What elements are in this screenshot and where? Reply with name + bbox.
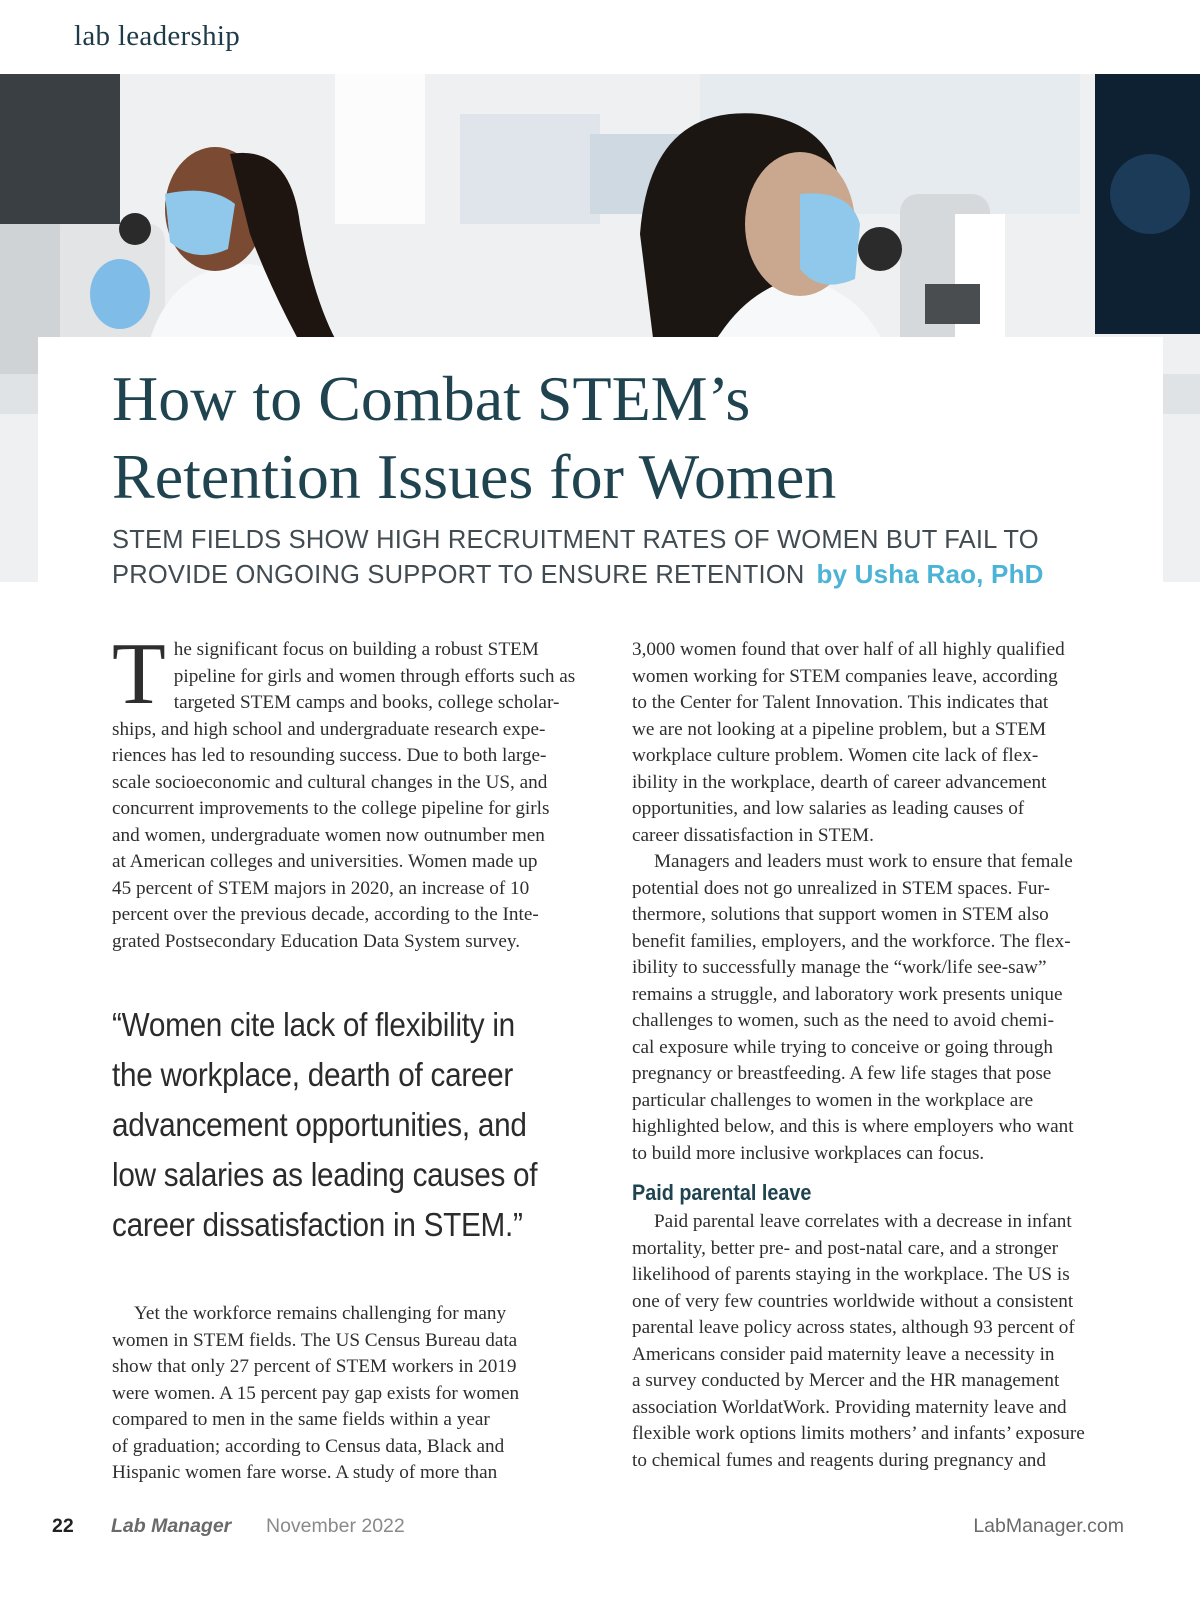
page-footer xyxy=(0,1511,1200,1543)
text-line: riences has led to resounding success. Due to both large- xyxy=(112,745,547,766)
quote-line: the workplace, dearth of career xyxy=(112,1056,514,1093)
text-line: Hispanic women fare worse. A study of more than xyxy=(112,1462,498,1483)
quote-line: career dissatisfaction in STEM.” xyxy=(112,1206,523,1243)
text-line: pregnancy or breastfeeding. A few life stages that pose xyxy=(632,1063,1052,1084)
byline: by Usha Rao, PhD xyxy=(816,559,1044,589)
text-line: likelihood of parents staying in the workplace. The US is xyxy=(632,1264,1070,1285)
section-label: lab leadership xyxy=(74,20,241,52)
text-line: highlighted below, and this is where employers who want xyxy=(632,1116,1074,1137)
text-line: mortality, better pre- and post-natal care, and a stronger xyxy=(632,1237,1059,1259)
text-line: Yet the workforce remains challenging for many xyxy=(134,1303,507,1324)
text-line: to the Center for Talent Innovation. This indicates that xyxy=(632,692,1049,713)
body-paragraph xyxy=(632,1209,1132,1474)
text-line: 3,000 women found that over half of all highly qualified xyxy=(632,639,1065,660)
text-line: compared to men in the same fields within a year xyxy=(112,1409,490,1430)
subhead: Paid parental leave xyxy=(632,1180,812,1205)
text-line: Americans consider paid maternity leave a necessity in xyxy=(632,1343,1055,1365)
text-line: ibility in the workplace, dearth of career advancement xyxy=(632,771,1047,793)
text-line: we are not looking at a pipeline problem, but a STEM xyxy=(632,718,1047,740)
text-line: Managers and leaders must work to ensure that female xyxy=(654,851,1073,872)
body-paragraph xyxy=(632,637,1132,849)
pull-quote xyxy=(112,1000,562,1250)
text-line: a survey conducted by Mercer and the HR management xyxy=(632,1370,1060,1391)
text-line: women working for STEM companies leave, according xyxy=(632,665,1058,687)
text-line: potential does not go unrealized in STEM spaces. Fur- xyxy=(632,877,1050,899)
title-line: Retention Issues for Women xyxy=(112,441,837,512)
quote-line: advancement opportunities, and xyxy=(112,1106,527,1143)
title-line: How to Combat STEM’s xyxy=(112,363,751,434)
quote-line: low salaries as leading causes of xyxy=(112,1156,538,1193)
deck-line-with-byline xyxy=(112,557,1162,592)
text-line: of graduation; according to Census data, Black and xyxy=(112,1435,505,1457)
website-link[interactable]: LabManager.com xyxy=(973,1515,1124,1537)
text-line: Paid parental leave correlates with a decrease in infant xyxy=(654,1211,1072,1232)
drop-cap: T xyxy=(112,626,166,723)
text-line: and women, undergraduate women now outnumber men xyxy=(112,824,545,846)
deck-line: STEM FIELDS SHOW HIGH RECRUITMENT RATES OF WOMEN BUT FAIL TO xyxy=(112,526,1039,554)
text-line: targeted STEM camps and books, college scholar- xyxy=(173,692,560,713)
text-line: ibility to successfully manage the “work/life see-saw” xyxy=(632,957,1047,978)
text-line: pipeline for girls and women through efforts such as xyxy=(173,665,576,687)
article-title xyxy=(112,360,1112,516)
magazine-name: Lab Manager xyxy=(111,1515,232,1537)
text-line: concurrent improvements to the college pipeline for girls xyxy=(112,798,550,819)
text-line: to chemical fumes and reagents during pregnancy and xyxy=(632,1449,1046,1471)
deck-line: PROVIDE ONGOING SUPPORT TO ENSURE RETENTION xyxy=(112,561,805,589)
text-line: percent over the previous decade, according to the Inte- xyxy=(112,904,539,925)
text-line: women in STEM fields. The US Census Bureau data xyxy=(112,1329,518,1351)
text-line: parental leave policy across states, although 93 percent of xyxy=(632,1317,1075,1338)
text-line: benefit families, employers, and the workforce. The flex- xyxy=(632,930,1071,952)
text-line: particular challenges to women in the workplace are xyxy=(632,1089,1034,1111)
text-line: were women. A 15 percent pay gap exists for women xyxy=(112,1382,520,1404)
intro-paragraph xyxy=(112,626,612,955)
text-line: flexible work options limits mothers’ and infants’ exposure xyxy=(632,1423,1085,1444)
page-number: 22 xyxy=(52,1515,74,1537)
article-deck xyxy=(112,523,1162,592)
text-line: thermore, solutions that support women in STEM also xyxy=(632,904,1049,925)
right-column xyxy=(632,637,1132,1474)
body-paragraph xyxy=(632,849,1132,1167)
text-line: challenges to women, such as the need to avoid chemi- xyxy=(632,1010,1054,1031)
text-line: show that only 27 percent of STEM workers in 2019 xyxy=(112,1356,517,1377)
text-line: grated Postsecondary Education Data System survey. xyxy=(112,930,520,952)
text-line: ships, and high school and undergraduate research expe- xyxy=(112,718,546,740)
text-line: opportunities, and low salaries as leading causes of xyxy=(632,798,1025,819)
body-paragraph xyxy=(112,1301,612,1487)
text-line: 45 percent of STEM majors in 2020, an increase of 10 xyxy=(112,877,530,899)
text-line: at American colleges and universities. Women made up xyxy=(112,851,538,872)
text-line: cal exposure while trying to conceive or going through xyxy=(632,1036,1053,1058)
text-line: he significant focus on building a robust STEM xyxy=(173,639,539,660)
text-line: to build more inclusive workplaces can focus. xyxy=(632,1142,985,1164)
issue-date: November 2022 xyxy=(266,1515,405,1537)
text-line: association WorldatWork. Providing maternity leave and xyxy=(632,1396,1067,1418)
text-line: scale socioeconomic and cultural changes in the US, and xyxy=(112,771,548,793)
quote-line: “Women cite lack of flexibility in xyxy=(112,1006,515,1043)
text-line: remains a struggle, and laboratory work presents unique xyxy=(632,983,1063,1005)
text-line: workplace culture problem. Women cite lack of flex- xyxy=(632,745,1039,766)
text-line: career dissatisfaction in STEM. xyxy=(632,824,874,846)
text-line: one of very few countries worldwide without a consistent xyxy=(632,1290,1074,1312)
